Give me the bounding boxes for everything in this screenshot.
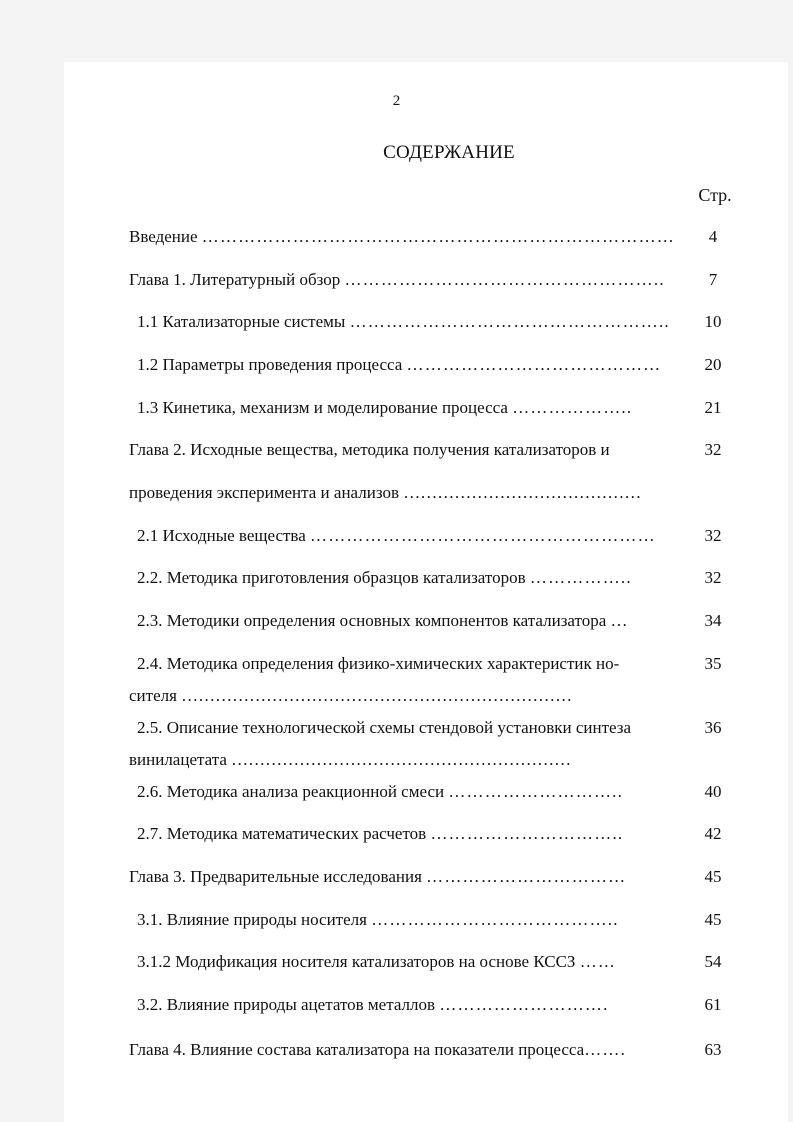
- toc-page: 20: [704, 355, 722, 374]
- toc-entry: 2.2. Методика приготовления образцов катализаторов ……………..: [137, 568, 632, 587]
- toc-page: 45: [704, 910, 722, 929]
- toc-page: 32: [704, 440, 722, 459]
- toc-page: 34: [704, 611, 722, 630]
- toc-entry: Глава 2. Исходные вещества, методика получения катализаторов и: [129, 440, 610, 459]
- toc-entry: 1.2 Параметры проведения процесса ……………………………………: [137, 355, 662, 374]
- toc-page: 7: [708, 270, 718, 289]
- toc-entry: Глава 4. Влияние состава катализатора на показатели процесса…….: [129, 1040, 627, 1059]
- toc-page: 10: [704, 312, 722, 331]
- toc-page: 45: [704, 867, 722, 886]
- toc-entry: 1.1 Катализаторные системы ……………………………………………..: [137, 312, 670, 331]
- toc-entry: 2.4. Методика определения физико-химических характеристик но-: [137, 654, 620, 673]
- toc-page: 4: [708, 227, 718, 246]
- toc-page: 40: [704, 782, 722, 801]
- toc-page: 63: [704, 1040, 722, 1059]
- toc-entry: 2.7. Методика математических расчетов …………………………..: [137, 824, 624, 843]
- toc-entry: 2.3. Методики определения основных компонентов катализатора …: [137, 611, 629, 630]
- toc-entry: 2.6. Методика анализа реакционной смеси ………………………..: [137, 782, 624, 801]
- toc-entry: 3.1. Влияние природы носителя …………………………………..: [137, 910, 619, 929]
- page-column-header: Стр.: [698, 185, 732, 205]
- toc-entry: 2.5. Описание технологической схемы стендовой установки синтеза: [137, 718, 632, 737]
- toc-entry: 2.1 Исходные вещества …………………………………………………: [137, 526, 656, 545]
- toc-entry: 3.2. Влияние природы ацетатов металлов ……………………….: [137, 995, 609, 1014]
- toc-page: 54: [704, 952, 722, 971]
- toc-entry: Глава 1. Литературный обзор ……………………………………………..: [129, 270, 665, 289]
- toc-entry: 3.1.2 Модификация носителя катализаторов на основе КССЗ ……: [137, 952, 617, 971]
- toc-page: 42: [704, 824, 722, 843]
- toc-entry-continuation: проведения эксперимента и анализов ……………………………………: [129, 483, 642, 502]
- toc-entry: 1.3 Кинетика, механизм и моделирование процесса ………………..: [137, 398, 633, 417]
- toc-entry-continuation: винилацетата ……………………………………………………: [129, 750, 572, 769]
- toc-page: 36: [704, 718, 722, 737]
- toc-entry: Глава 3. Предварительные исследования ……………………………: [129, 867, 627, 886]
- toc-entry-continuation: сителя ……………………………………………………………: [129, 686, 573, 705]
- toc-page: 61: [704, 995, 722, 1014]
- toc-entry: Введение ……………………………………………………………………: [129, 227, 675, 246]
- toc-page: 32: [704, 568, 722, 587]
- page-number: 2: [392, 93, 401, 109]
- page-title: СОДЕРЖАНИЕ: [383, 142, 515, 163]
- toc-page: 35: [704, 654, 722, 673]
- toc-page: 21: [704, 398, 722, 417]
- toc-page: 32: [704, 526, 722, 545]
